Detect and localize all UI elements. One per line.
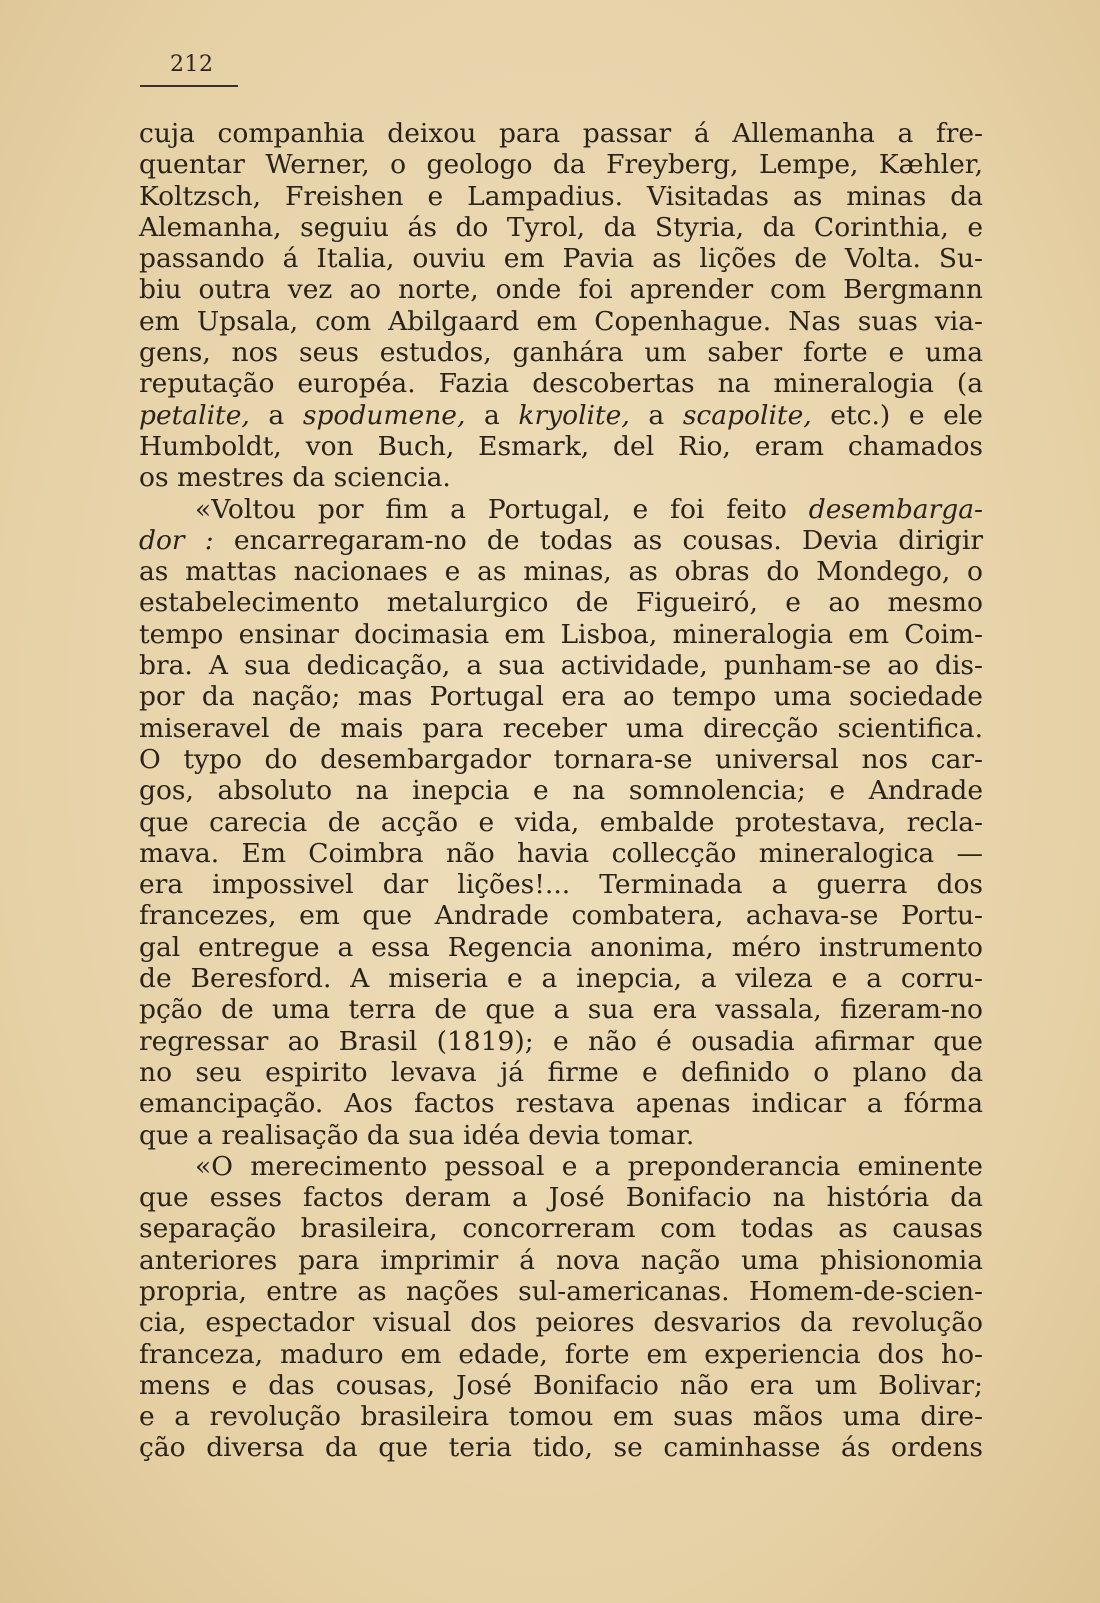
text-segment: miseravel de mais para receber uma direcção scientifica. <box>139 712 983 744</box>
text-segment: a <box>249 399 303 431</box>
text-segment: biu outra vez ao norte, onde foi aprender com Bergmann <box>139 274 983 306</box>
text-line <box>139 1120 983 1151</box>
text-segment: mava. Em Coimbra não havia collecção mineralogica — <box>139 837 983 869</box>
text-line <box>139 1276 983 1307</box>
text-segment: emancipação. Aos factos restava apenas indicar a fórma <box>139 1088 983 1120</box>
text-segment: bra. A sua dedicação, a sua actividade, punham-se ao dis- <box>139 650 983 682</box>
text-segment: que a realisação da sua idéa devia tomar. <box>139 1119 695 1151</box>
text-segment: O typo do desembargador tornara-se universal nos car- <box>139 743 983 775</box>
text-segment: que carecia de acção e vida, embalde protestava, recla- <box>139 806 983 838</box>
italic-term: dor : <box>139 524 214 556</box>
text-line <box>139 587 983 618</box>
text-segment: estabelecimento metalurgico de Figueiró, e ao mesmo <box>139 587 983 619</box>
italic-term: scapolite, <box>682 399 812 431</box>
text-line <box>139 963 983 994</box>
text-segment: passando á Italia, ouviu em Pavia as lições de Volta. Su- <box>139 243 983 275</box>
text-line <box>139 368 983 399</box>
text-segment: propria, entre as nações sul-americanas. Homem-de-scien- <box>139 1275 983 1307</box>
text-line <box>139 306 983 337</box>
text-line <box>139 807 983 838</box>
text-segment: Koltzsch, Freishen e Lampadius. Visitadas as minas da <box>139 180 983 212</box>
page-number: 212 <box>170 52 214 77</box>
text-line <box>139 619 983 650</box>
text-line <box>139 681 983 712</box>
text-line <box>139 713 983 744</box>
text-line <box>139 1213 983 1244</box>
text-segment: no seu espirito levava já firme e definido o plano da <box>139 1056 983 1088</box>
text-segment: encarregaram-no de todas as cousas. Devia dirigir <box>213 524 983 556</box>
text-segment: francezes, em que Andrade combatera, achava-se Portu- <box>139 900 983 932</box>
text-line <box>139 1182 983 1213</box>
text-line <box>139 243 983 274</box>
text-segment: regressar ao Brasil (1819); e não é ousadia afirmar que <box>139 1025 983 1057</box>
text-segment: de Beresford. A miseria e a inepcia, a vileza e a corru- <box>139 963 983 995</box>
text-line <box>139 181 983 212</box>
text-line <box>139 337 983 368</box>
italic-term: spodumene, <box>302 399 466 431</box>
text-line <box>139 869 983 900</box>
text-segment: reputação européa. Fazia descobertas na mineralogia (a <box>139 368 983 400</box>
text-line <box>139 118 983 149</box>
text-line <box>139 274 983 305</box>
text-line <box>139 1057 983 1088</box>
text-segment: por da nação; mas Portugal era ao tempo uma sociedade <box>139 681 983 713</box>
text-line <box>139 650 983 681</box>
text-segment: tempo ensinar docimasia em Lisboa, mineralogia em Coim- <box>139 618 983 650</box>
text-line <box>139 431 983 462</box>
header-rule <box>140 85 238 87</box>
text-segment: a <box>629 399 683 431</box>
text-segment: cia, espectador visual dos peiores desvarios da revolução <box>139 1307 983 1339</box>
italic-term: kryolite, <box>518 399 630 431</box>
text-line <box>139 1245 983 1276</box>
text-line <box>139 932 983 963</box>
text-segment: as mattas nacionaes e as minas, as obras do Mondego, o <box>139 556 983 588</box>
text-segment: «O merecimento pessoal e a preponderancia eminente <box>195 1150 983 1182</box>
text-line <box>139 1432 983 1463</box>
text-segment: ção diversa da que teria tido, se caminhasse ás ordens <box>139 1432 983 1464</box>
text-line <box>139 1307 983 1338</box>
text-segment: era impossivel dar lições!... Terminada a guerra dos <box>139 869 983 901</box>
text-line <box>139 149 983 180</box>
text-segment: etc.) e ele <box>811 399 983 431</box>
text-segment: «Voltou por fim a Portugal, e foi feito <box>195 493 809 525</box>
text-segment: pção de uma terra de que a sua era vassala, fizeram-no <box>139 994 983 1026</box>
text-segment: separação brasileira, concorreram com todas as causas <box>139 1213 983 1245</box>
text-line <box>139 556 983 587</box>
text-line <box>139 494 983 525</box>
text-line <box>139 462 983 493</box>
text-line <box>139 525 983 556</box>
text-segment: e a revolução brasileira tomou em suas mãos uma dire- <box>139 1401 983 1433</box>
text-line <box>139 1370 983 1401</box>
text-segment: gens, nos seus estudos, ganhára um saber forte e uma <box>139 337 983 369</box>
text-line <box>139 994 983 1025</box>
text-line <box>139 775 983 806</box>
text-line <box>139 1088 983 1119</box>
text-line <box>139 838 983 869</box>
italic-term: desembarga- <box>808 493 983 525</box>
text-segment: quentar Werner, o geologo da Freyberg, Lempe, Kæhler, <box>139 149 983 181</box>
text-segment: em Upsala, com Abilgaard em Copenhague. Nas suas via- <box>139 305 983 337</box>
text-line <box>139 900 983 931</box>
text-line <box>139 400 983 431</box>
text-segment: mens e das cousas, José Bonifacio não era um Bolivar; <box>139 1369 983 1401</box>
italic-term: petalite, <box>139 399 250 431</box>
text-line <box>139 1026 983 1057</box>
body-text <box>139 118 983 1464</box>
text-segment: cuja companhia deixou para passar á Allemanha a fre- <box>139 118 983 149</box>
text-line <box>139 1339 983 1370</box>
text-segment: gos, absoluto na inepcia e na somnolencia; e Andrade <box>139 775 983 807</box>
text-segment: anteriores para imprimir á nova nação uma phisionomia <box>139 1244 983 1276</box>
text-line <box>139 212 983 243</box>
text-segment: que esses factos deram a José Bonifacio na história da <box>139 1182 983 1214</box>
text-segment: Humboldt, von Buch, Esmark, del Rio, eram chamados <box>139 430 983 462</box>
text-line <box>139 744 983 775</box>
text-line <box>139 1151 983 1182</box>
text-segment: Alemanha, seguiu ás do Tyrol, da Styria, da Corinthia, e <box>139 211 983 243</box>
text-segment: a <box>465 399 519 431</box>
text-segment: franceza, maduro em edade, forte em experiencia dos ho- <box>139 1338 983 1370</box>
text-segment: os mestres da sciencia. <box>139 462 451 494</box>
text-segment: gal entregue a essa Regencia anonima, méro instrumento <box>139 931 983 963</box>
text-line <box>139 1401 983 1432</box>
